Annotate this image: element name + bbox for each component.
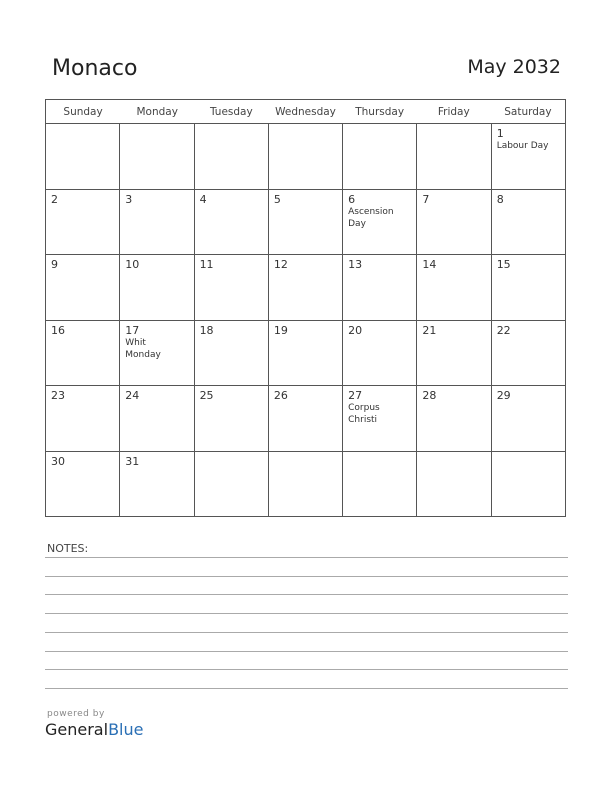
logo-text-blue: Blue xyxy=(108,720,144,739)
day-number: 9 xyxy=(51,258,58,271)
day-number: 29 xyxy=(496,389,511,402)
weekday-label: Tuesday xyxy=(209,106,253,118)
weekday-label: Friday xyxy=(437,106,470,118)
day-number: 4 xyxy=(199,192,207,206)
day-number: 6 xyxy=(348,192,356,206)
day-cell xyxy=(46,386,120,451)
day-cell xyxy=(343,124,417,189)
day-cell xyxy=(343,452,417,518)
day-cell xyxy=(120,124,194,189)
day-cell xyxy=(120,190,194,255)
day-cell xyxy=(343,255,417,320)
day-cell xyxy=(120,452,194,518)
day-cell xyxy=(492,190,565,255)
notes-label: NOTES: xyxy=(47,542,89,555)
day-cell xyxy=(195,124,269,189)
note-line xyxy=(45,613,568,614)
day-number: 17 xyxy=(125,323,140,337)
week-row xyxy=(46,452,565,518)
day-number: 5 xyxy=(273,192,281,206)
week-row xyxy=(46,255,565,321)
weekday-header xyxy=(46,100,565,124)
note-line xyxy=(45,576,568,577)
day-number: 8 xyxy=(496,192,504,206)
day-number: 26 xyxy=(273,389,288,402)
brand-footer xyxy=(45,709,143,739)
day-cell xyxy=(120,321,194,386)
logo-text-general: General xyxy=(45,720,109,739)
day-number: 15 xyxy=(496,258,511,271)
holiday-label: Labour Day xyxy=(496,141,549,151)
day-cell xyxy=(492,321,565,386)
holiday-label: Corpus Christi xyxy=(348,403,380,425)
day-cell xyxy=(195,452,269,518)
day-number: 19 xyxy=(273,323,288,337)
day-number: 12 xyxy=(273,258,288,271)
holiday-label: Whit Monday xyxy=(125,337,161,360)
generalblue-logo xyxy=(45,720,143,739)
day-number: 16 xyxy=(51,323,65,337)
day-number: 27 xyxy=(348,389,363,402)
day-cell xyxy=(195,255,269,320)
day-cell xyxy=(195,321,269,386)
day-number: 22 xyxy=(496,323,511,337)
day-number: 21 xyxy=(422,323,437,337)
day-cell xyxy=(492,255,565,320)
calendar-grid xyxy=(45,99,566,517)
day-cell xyxy=(492,124,565,189)
weekday-label: Saturday xyxy=(504,106,552,118)
day-cell xyxy=(417,190,491,255)
day-number: 31 xyxy=(125,454,140,468)
week-row xyxy=(46,321,565,387)
powered-by-text: powered by xyxy=(47,709,105,719)
day-number: 24 xyxy=(125,389,140,402)
holiday-label: Ascension Day xyxy=(348,206,394,229)
day-number: 23 xyxy=(51,389,65,402)
note-line xyxy=(45,651,568,652)
day-cell xyxy=(269,321,343,386)
weekday-label: Thursday xyxy=(355,106,405,118)
day-number: 7 xyxy=(422,192,430,206)
day-cell xyxy=(417,452,491,518)
day-cell xyxy=(417,386,491,451)
day-cell xyxy=(417,321,491,386)
days-grid xyxy=(46,124,565,517)
weekday-label: Monday xyxy=(136,106,178,118)
day-cell xyxy=(195,190,269,255)
day-cell xyxy=(343,321,417,386)
day-cell xyxy=(492,452,565,518)
day-number: 13 xyxy=(348,258,363,271)
day-number: 11 xyxy=(199,258,214,271)
day-cell xyxy=(269,452,343,518)
week-row xyxy=(46,190,565,256)
note-line xyxy=(45,632,568,633)
note-line xyxy=(45,594,568,595)
day-number: 28 xyxy=(422,389,437,402)
day-cell xyxy=(120,255,194,320)
day-number: 14 xyxy=(422,258,437,271)
day-cell xyxy=(492,386,565,451)
day-cell xyxy=(417,255,491,320)
weekday-label: Sunday xyxy=(63,106,103,118)
day-number: 2 xyxy=(51,192,58,206)
weekday-label: Wednesday xyxy=(275,106,336,118)
day-number: 30 xyxy=(51,454,65,468)
day-cell xyxy=(195,386,269,451)
day-cell xyxy=(46,321,120,386)
country-title: Monaco xyxy=(52,56,138,81)
day-number: 10 xyxy=(125,258,140,271)
day-cell xyxy=(46,124,120,189)
note-line xyxy=(45,557,568,558)
day-cell xyxy=(343,386,417,451)
day-number: 1 xyxy=(496,127,504,140)
day-number: 25 xyxy=(199,389,214,402)
day-number: 3 xyxy=(125,192,133,206)
day-cell xyxy=(46,452,120,518)
month-year-title: May 2032 xyxy=(467,56,561,78)
week-row xyxy=(46,386,565,452)
note-line xyxy=(45,688,568,689)
day-cell xyxy=(269,190,343,255)
note-line xyxy=(45,669,568,670)
day-cell xyxy=(269,386,343,451)
day-cell xyxy=(417,124,491,189)
day-cell xyxy=(343,190,417,255)
day-cell xyxy=(46,190,120,255)
day-cell xyxy=(269,255,343,320)
week-row xyxy=(46,124,565,190)
day-cell xyxy=(269,124,343,189)
day-cell xyxy=(46,255,120,320)
day-number: 18 xyxy=(199,323,214,337)
day-number: 20 xyxy=(348,323,363,337)
day-cell xyxy=(120,386,194,451)
